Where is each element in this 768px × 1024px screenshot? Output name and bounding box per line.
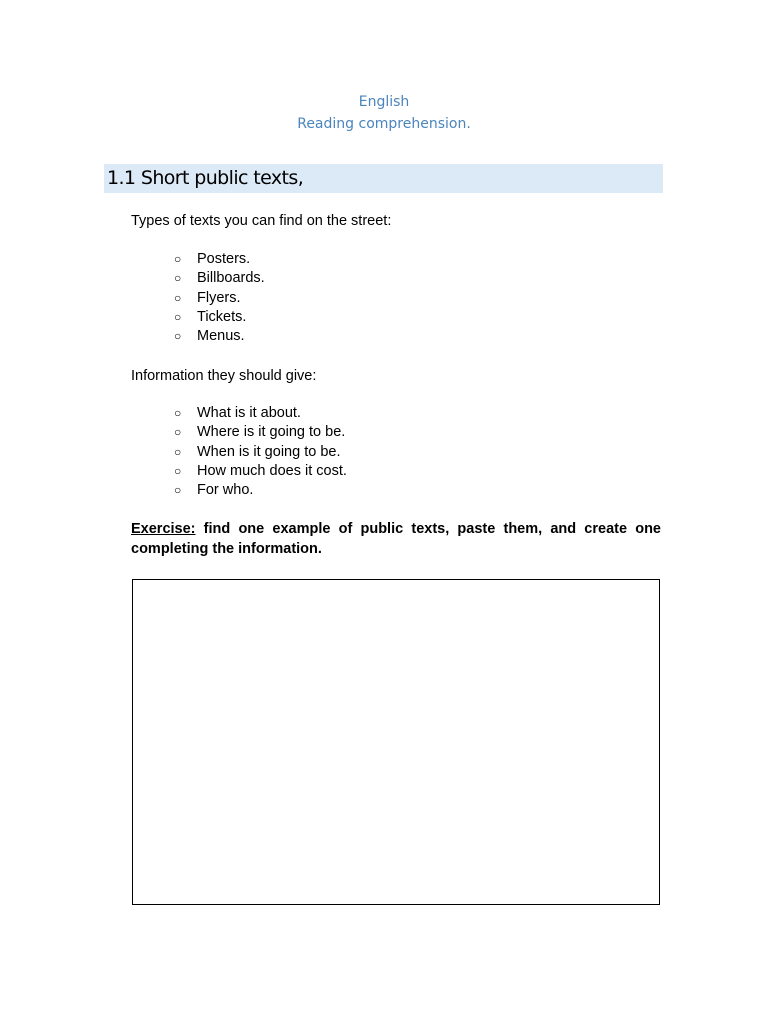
list-item bbox=[174, 481, 347, 500]
list-item bbox=[174, 423, 347, 442]
information-list bbox=[174, 404, 347, 500]
list-item-label: How much does it cost. bbox=[197, 462, 347, 479]
information-intro: Information they should give: bbox=[131, 368, 317, 384]
section-heading: 1.1 Short public texts, bbox=[104, 164, 663, 193]
list-item-label: Billboards. bbox=[197, 270, 265, 287]
list-item-label: Posters. bbox=[197, 251, 251, 267]
exercise-label: Exercise: bbox=[131, 521, 196, 537]
list-item bbox=[174, 269, 265, 288]
document-header bbox=[0, 91, 768, 135]
list-item bbox=[174, 462, 347, 481]
list-item-label: Where is it going to be. bbox=[197, 424, 346, 441]
bullet-circle-icon: ○ bbox=[174, 290, 182, 305]
list-item bbox=[174, 289, 265, 308]
bullet-circle-icon: ○ bbox=[174, 329, 182, 343]
street-texts-list bbox=[174, 250, 265, 346]
list-item-label: Flyers. bbox=[197, 289, 241, 306]
exercise-answer-box[interactable] bbox=[132, 579, 660, 905]
bullet-circle-icon: ○ bbox=[174, 252, 182, 266]
list-item-label: What is it about. bbox=[197, 405, 301, 421]
exercise-text: find one example of public texts, paste them, and create one completing the information. bbox=[131, 521, 661, 557]
list-item bbox=[174, 443, 347, 462]
document-topic: Reading comprehension. bbox=[297, 116, 471, 132]
bullet-circle-icon: ○ bbox=[174, 309, 182, 324]
street-texts-intro: Types of texts you can find on the street: bbox=[131, 213, 392, 229]
list-item bbox=[174, 404, 347, 423]
bullet-circle-icon: ○ bbox=[174, 463, 182, 478]
bullet-circle-icon: ○ bbox=[174, 483, 182, 497]
bullet-circle-icon: ○ bbox=[174, 425, 182, 440]
list-item bbox=[174, 308, 265, 327]
exercise-instructions bbox=[131, 519, 661, 559]
list-item bbox=[174, 250, 265, 269]
list-item-label: When is it going to be. bbox=[197, 443, 341, 460]
bullet-circle-icon: ○ bbox=[174, 271, 182, 286]
list-item bbox=[174, 327, 265, 346]
bullet-circle-icon: ○ bbox=[174, 406, 182, 420]
list-item-label: Tickets. bbox=[197, 308, 247, 325]
list-item-label: For who. bbox=[197, 482, 254, 498]
bullet-circle-icon: ○ bbox=[174, 444, 182, 459]
document-subject: English bbox=[358, 94, 410, 110]
list-item-label: Menus. bbox=[197, 328, 245, 344]
